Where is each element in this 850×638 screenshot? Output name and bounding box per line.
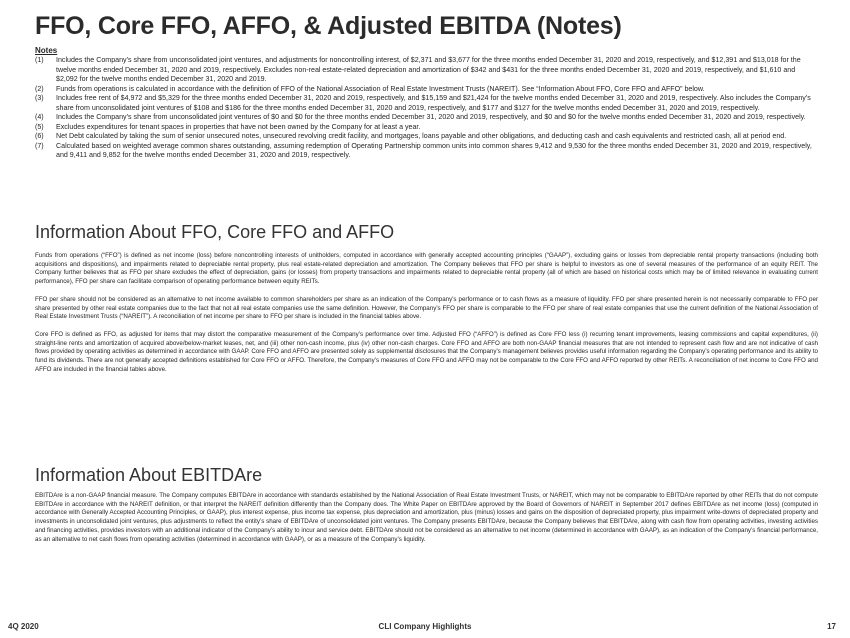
notes-heading: Notes bbox=[35, 46, 58, 55]
note-number: (1) bbox=[35, 56, 44, 64]
note-number: (3) bbox=[35, 94, 44, 102]
notes-list bbox=[35, 56, 818, 161]
note-number: (4) bbox=[35, 113, 44, 121]
ebitda-section-heading: Information About EBITDAre bbox=[35, 465, 263, 485]
note-item bbox=[35, 94, 818, 113]
ffo-section-heading: Information About FFO, Core FFO and AFFO bbox=[35, 222, 395, 242]
note-item bbox=[35, 56, 818, 85]
ffo-section-body bbox=[35, 252, 818, 383]
note-text: Includes free rent of $4,972 and $5,329 for the three months ended December 31, 2020 and 2019, respectively, and $15,159 and $21,424 for the twelve months ended December 31, 2020 and 2019, respectively. Also includes the Company’s share from unconsolidated joint ventures of $108 and $186 for the three months ended December 31, 2020 and 2019, respectively, and $177 and $127 for the twelve months ended December 31, 2020 and 2019, respectively. bbox=[56, 94, 811, 112]
ffo-paragraph: Funds from operations (“FFO”) is defined as net income (loss) before noncontrolling interests of unitholders, computed in accordance with generally accepted accounting principles (“GAAP”), excluding gains or losses from depreciable rental property transactions (including both acquisitions and dispositions), and impairments related to depreciable rental property, plus real estate-related depreciation and amortization. The Company believes that FFO per share is helpful to investors as one of several measures of the performance of an equity REIT. The Company further believes that as FFO per share excludes the effect of depreciation, gains (or losses) from property transactions and impairments related to depreciable rental property (all of which are based on historical costs which may be of limited relevance in evaluating current performance), FFO per share can facilitate comparison of operating performance between equity REITs. bbox=[35, 252, 818, 286]
note-text: Net Debt calculated by taking the sum of senior unsecured notes, unsecured revolving credit facility, and mortgages, loans payable and other obligations, and deducting cash and cash equivalents and restricted cash, all at period end. bbox=[56, 132, 787, 140]
note-item bbox=[35, 132, 818, 142]
page-title: FFO, Core FFO, AFFO, & Adjusted EBITDA (Notes) bbox=[35, 12, 622, 40]
note-number: (7) bbox=[35, 141, 44, 150]
ebitda-section-body bbox=[35, 492, 818, 553]
note-item bbox=[35, 123, 818, 133]
note-text: Calculated based on weighted average common shares outstanding, assuming redemption of Operating Partnership common units into common shares 9,412 and 9,530 for the three months ended December 31, 2020 and 2019, respectively, and 9,411 and 9,852 for the twelve months ended December 31, 2020 and 2019, respectively. bbox=[56, 141, 812, 159]
note-text: Includes the Company’s share from unconsolidated joint ventures of $0 and $0 for the three months ended December 31, 2020 and 2019, respectively, and $0 and $0 for the twelve months ended December 31, 2020 and 2019, respectively. bbox=[56, 113, 806, 121]
note-item bbox=[35, 142, 818, 161]
note-text: Excludes expenditures for tenant spaces in properties that have not been owned by the Company for at least a year. bbox=[56, 122, 421, 131]
ffo-paragraph: Core FFO is defined as FFO, as adjusted for items that may distort the comparative measurement of the Company’s performance over time. Adjusted FFO (“AFFO”) is defined as Core FFO less (i) recurring tenant improvements, leasing commissions and capital expenditures, (ii) straight-line rents and amortization of acquired above/below-market leases, net, and (iii) other non-cash income, plus (iv) other non-cash charges. Core FFO and AFFO are both non-GAAP financial measures that are not intended to represent cash flow and are not indicative of cash flows provided by operating activities as determined in accordance with GAAP. Core FFO and AFFO are presented solely as supplemental disclosures that the Company’s management believes provides useful information regarding the Company’s operating performance and its ability to fund its dividends. There are not generally accepted definitions established for Core FFO or AFFO. Therefore, the Company’s measures of Core FFO and AFFO may not be comparable to the Core FFO and AFFO reported by other REITs. A reconciliation of net income to Core FFO and AFFO are included in the financial tables above. bbox=[35, 330, 818, 373]
note-number: (2) bbox=[35, 84, 44, 93]
note-text: Includes the Company’s share from unconsolidated joint ventures, and adjustments for noncontrolling interest, of $2,371 and $3,677 for the three months ended December 31, 2020 and 2019, respectively, and $12,391 and $13,018 for the twelve months ended December 31, 2020 and 2019, respectively. Excludes non-real estate-related depreciation and amortization of $342 and $431 for the three months ended December 31, 2020 and 2019, respectively, and $1,610 and $2,092 for the twelve months ended December 31, 2020 and 2019. bbox=[56, 56, 801, 83]
ebitda-paragraph: EBITDAre is a non-GAAP financial measure. The Company computes EBITDAre in accordance with standards established by the National Association of Real Estate Investment Trusts, or NAREIT, which may not be comparable to EBITDAre reported by other REITs that do not compute EBITDAre in accordance with the NAREIT definition, or that interpret the NAREIT definition differently than the Company does. The White Paper on EBITDAre approved by the Board of Governors of NAREIT in September 2017 defines EBITDAre as net income (loss) (computed in accordance with Generally Accepted Accounting Principles, or GAAP), plus interest expense, plus income tax expense, plus depreciation and amortization, plus (minus) losses and gains on the disposition of depreciated property, plus impairment write-downs of depreciated property and investments in unconsolidated joint ventures, plus adjustments to reflect the entity’s share of EBITDAre of unconsolidated joint ventures. The Company presents EBITDAre, because the Company believes that EBITDAre, along with cash flow from operating activities, investing activities and financing activities, provides investors with an additional indicator of the Company’s ability to incur and service debt. EBITDAre should not be considered as an alternative to net income (determined in accordance with GAAP), as an indication of the Company’s financial performance, as an alternative to net cash flows from operating activities (determined in accordance with GAAP), or as a measure of the Company’s liquidity. bbox=[35, 492, 818, 543]
page-number: 17 bbox=[827, 622, 836, 631]
note-number: (6) bbox=[35, 132, 44, 140]
note-item bbox=[35, 113, 818, 123]
footer-quarter: 4Q 2020 bbox=[8, 622, 39, 631]
note-text: Funds from operations is calculated in accordance with the definition of FFO of the National Association of Real Estate Investment Trusts (NAREIT). See “Information About FFO, Core FFO and AFFO” below. bbox=[56, 84, 705, 93]
footer-title: CLI Company Highlights bbox=[378, 622, 472, 631]
ffo-paragraph: FFO per share should not be considered as an alternative to net income available to common shareholders per share as an indication of the Company’s performance or to cash flows as a measure of liquidity. FFO per share presented herein is not necessarily comparable to FFO per share presented by other real estate companies due to the fact that not all real estate companies use the same definition. However, the Company’s FFO per share is comparable to the FFO per share of real estate companies that use the current definition of the National Association of Real Estate Investment Trusts (“NAREIT”). A reconciliation of net income per share to FFO per share is included in the financial tables above. bbox=[35, 295, 818, 321]
note-item bbox=[35, 85, 818, 95]
note-number: (5) bbox=[35, 122, 44, 131]
